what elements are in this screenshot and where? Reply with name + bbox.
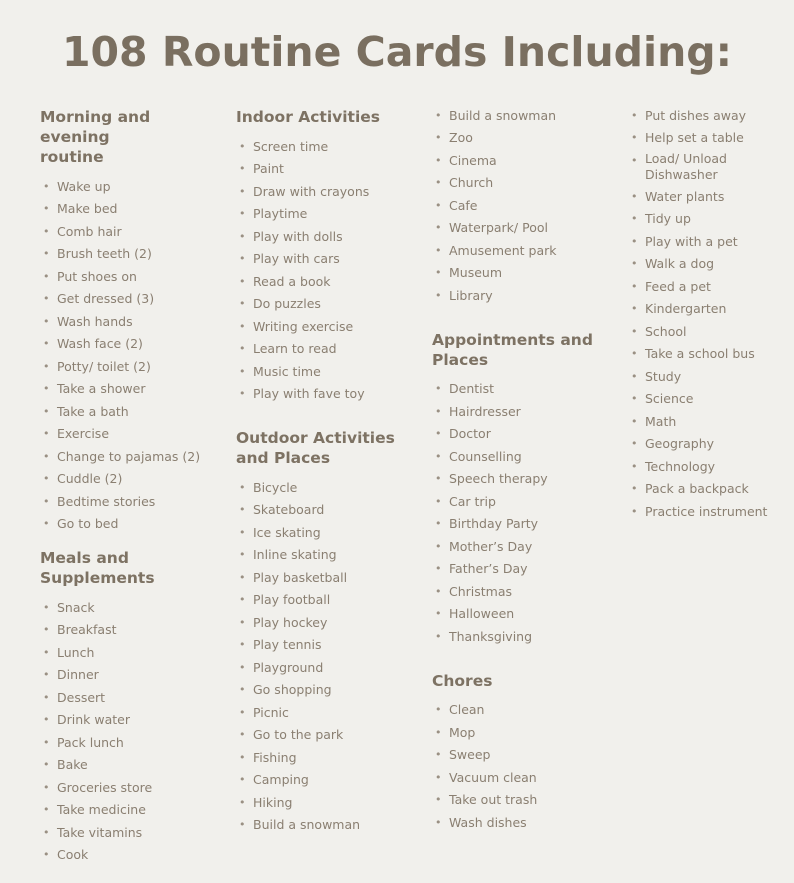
list-item: • Clean	[432, 699, 612, 722]
heading-line: Outdoor Activities	[236, 429, 395, 447]
list-item: • Study	[628, 365, 768, 388]
list-item: • Play with dolls	[236, 225, 416, 248]
list-item: • Waterpark/ Pool	[432, 217, 612, 240]
column-2	[236, 107, 416, 836]
list-places-continued	[432, 104, 612, 307]
list-item: • Dessert	[40, 686, 215, 709]
list-item: • Learn to read	[236, 338, 416, 361]
list-item: • Paint	[236, 158, 416, 181]
list-item: • Cinema	[432, 149, 612, 172]
list-item: • Bicycle	[236, 476, 416, 499]
list-item: • Christmas	[432, 580, 612, 603]
list-item: • Play tennis	[236, 634, 416, 657]
list-item: • Vacuum clean	[432, 766, 612, 789]
list-item: • Science	[628, 388, 768, 411]
list-item: • Math	[628, 410, 768, 433]
list-item: • Pack a backpack	[628, 478, 768, 501]
section-heading-meals	[40, 548, 215, 588]
list-item: • Hiking	[236, 791, 416, 814]
column-3	[432, 104, 612, 834]
list-item: • Sweep	[432, 744, 612, 767]
list-item: • Brush teeth (2)	[40, 243, 215, 266]
list-item: • Cook	[40, 844, 215, 867]
list-item: • Car trip	[432, 490, 612, 513]
list-item: • Take vitamins	[40, 821, 215, 844]
list-item: • Wake up	[40, 175, 215, 198]
list-item: • Picnic	[236, 701, 416, 724]
list-item: • Potty/ toilet (2)	[40, 355, 215, 378]
heading-line: routine	[40, 148, 104, 166]
heading-line: Appointments and	[432, 330, 593, 349]
list-item: • School	[628, 320, 768, 343]
list-item: • Go to bed	[40, 513, 215, 536]
list-item: • Exercise	[40, 423, 215, 446]
list-item: • Father’s Day	[432, 558, 612, 581]
list-item: • Lunch	[40, 641, 215, 664]
list-morning	[40, 175, 215, 535]
list-item: • Playtime	[236, 203, 416, 226]
list-item: • Screen time	[236, 135, 416, 158]
list-item: • Build a snowman	[432, 104, 612, 127]
list-item: • Take a bath	[40, 400, 215, 423]
section-heading-appointments	[432, 330, 612, 370]
list-item: • Water plants	[628, 185, 768, 208]
list-item: • Church	[432, 172, 612, 195]
list-item: • Drink water	[40, 709, 215, 732]
list-item: • Playground	[236, 656, 416, 679]
list-item: • Cuddle (2)	[40, 468, 215, 491]
heading-line: and Places	[236, 449, 331, 467]
list-item: • Thanksgiving	[432, 625, 612, 648]
list-item: • Amusement park	[432, 239, 612, 262]
list-item: • Halloween	[432, 603, 612, 626]
column-4	[628, 104, 768, 523]
list-item: • Cafe	[432, 194, 612, 217]
list-item: • Draw with crayons	[236, 180, 416, 203]
list-item: • Change to pajamas (2)	[40, 445, 215, 468]
section-heading-indoor: Indoor Activities	[236, 108, 381, 126]
list-item: • Dinner	[40, 664, 215, 687]
list-item: • Take a school bus	[628, 343, 768, 366]
list-item: • Make bed	[40, 198, 215, 221]
list-item: • Build a snowman	[236, 814, 416, 837]
list-item: • Walk a dog	[628, 253, 768, 276]
list-item: • Take out trash	[432, 789, 612, 812]
list-item: • Fishing	[236, 746, 416, 769]
list-item: • Put shoes on	[40, 265, 215, 288]
list-item: • Take a shower	[40, 378, 215, 401]
list-item: • Feed a pet	[628, 275, 768, 298]
list-item: • Play with fave toy	[236, 383, 416, 406]
list-item: • Play basketball	[236, 566, 416, 589]
list-item: • Breakfast	[40, 619, 215, 642]
list-indoor	[236, 135, 416, 405]
list-item: • Doctor	[432, 423, 612, 446]
list-item: • Bake	[40, 754, 215, 777]
section-heading-outdoor	[236, 428, 416, 468]
list-outdoor	[236, 476, 416, 836]
list-item: • Music time	[236, 360, 416, 383]
list-item: • Skateboard	[236, 499, 416, 522]
list-item: • Counselling	[432, 445, 612, 468]
list-item: • Mother’s Day	[432, 535, 612, 558]
list-item: • Wash dishes	[432, 811, 612, 834]
list-item: • Speech therapy	[432, 468, 612, 491]
list-item: • Play hockey	[236, 611, 416, 634]
list-item: • Wash face (2)	[40, 333, 215, 356]
list-item: • Pack lunch	[40, 731, 215, 754]
list-item: • Do puzzles	[236, 293, 416, 316]
list-item: • Dentist	[432, 378, 612, 401]
list-item: • Go shopping	[236, 679, 416, 702]
list-item: • Wash hands	[40, 310, 215, 333]
list-item: • Load/ Unload Dishwasher	[628, 149, 768, 185]
list-item: • Library	[432, 284, 612, 307]
list-item: • Inline skating	[236, 544, 416, 567]
list-item: • Go to the park	[236, 724, 416, 747]
list-item: • Ice skating	[236, 521, 416, 544]
heading-line: Morning and evening	[40, 108, 151, 146]
list-item: • Birthday Party	[432, 513, 612, 536]
list-item: • Zoo	[432, 127, 612, 150]
list-item: • Take medicine	[40, 799, 215, 822]
section-heading-morning	[40, 107, 215, 167]
list-item: • Mop	[432, 721, 612, 744]
list-meals	[40, 596, 215, 866]
list-item: • Snack	[40, 596, 215, 619]
list-item: • Groceries store	[40, 776, 215, 799]
heading-line: Places	[432, 350, 489, 369]
list-item: • Get dressed (3)	[40, 288, 215, 311]
section-heading-chores: Chores	[432, 671, 493, 690]
list-item: • Put dishes away	[628, 104, 768, 127]
list-item: • Technology	[628, 455, 768, 478]
list-item: • Help set a table	[628, 127, 768, 150]
list-item: • Hairdresser	[432, 400, 612, 423]
list-appointments	[432, 378, 612, 648]
list-item: • Museum	[432, 262, 612, 285]
list-item: • Play football	[236, 589, 416, 612]
column-1	[40, 107, 215, 866]
list-item: • Tidy up	[628, 208, 768, 231]
list-item: • Geography	[628, 433, 768, 456]
list-chores-continued	[628, 104, 768, 523]
list-item: • Comb hair	[40, 220, 215, 243]
page-title: 108 Routine Cards Including:	[61, 28, 733, 76]
list-item: • Play with a pet	[628, 230, 768, 253]
list-item: • Camping	[236, 769, 416, 792]
list-chores	[432, 699, 612, 834]
heading-line: Meals and	[40, 549, 129, 567]
list-item: • Kindergarten	[628, 298, 768, 321]
heading-line: Supplements	[40, 569, 155, 587]
list-item: • Play with cars	[236, 248, 416, 271]
list-item: • Practice instrument	[628, 500, 768, 523]
list-item: • Writing exercise	[236, 315, 416, 338]
list-item: • Bedtime stories	[40, 490, 215, 513]
list-item: • Read a book	[236, 270, 416, 293]
